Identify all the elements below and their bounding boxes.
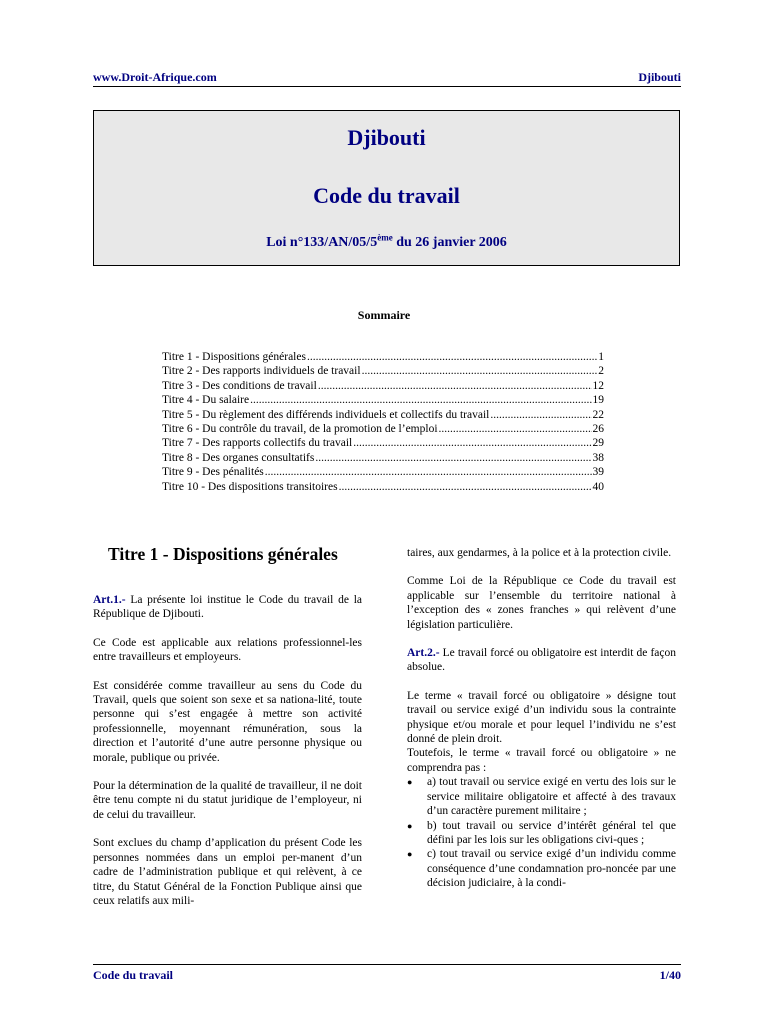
law-number: Loi n°133/AN/05/5 bbox=[266, 235, 378, 250]
table-of-contents bbox=[162, 350, 604, 494]
toc-item[interactable] bbox=[162, 436, 604, 450]
toc-leader bbox=[490, 408, 591, 422]
law-reference bbox=[94, 232, 679, 251]
article-text: Le travail forcé ou obligatoire est interdit de façon absolue. bbox=[407, 647, 676, 674]
toc-item-label: Titre 8 - Des organes consultatifs bbox=[162, 451, 315, 464]
toc-item-page: 1 bbox=[598, 351, 604, 363]
toc-item-label: Titre 2 - Des rapports individuels de travail bbox=[162, 365, 361, 378]
bullet-text: a) tout travail ou service exigé en vertu des lois sur le service militaire obligatoire et affecté à des travaux d’un caractère purement militaire ; bbox=[427, 776, 676, 818]
page-number: 1/40 bbox=[659, 968, 681, 982]
toc-item-page: 26 bbox=[592, 423, 604, 436]
toc-leader bbox=[439, 422, 592, 436]
paragraph: Sont exclues du champ d’application du présent Code les personnes nommées dans un emploi per-manent d’un cadre de l’administration publique et qui relèvent, à ce titre, du Statut Général de la Fonction Publique ainsi que ceux relatifs aux mili- bbox=[93, 837, 362, 907]
toc-leader bbox=[307, 350, 597, 364]
toc-item[interactable] bbox=[162, 393, 604, 407]
bullet-item bbox=[407, 847, 676, 890]
toc-leader bbox=[315, 451, 591, 465]
toc-item-label: Titre 3 - Des conditions de travail bbox=[162, 379, 317, 392]
toc-leader bbox=[362, 364, 598, 378]
toc-item[interactable] bbox=[162, 379, 604, 393]
toc-item[interactable] bbox=[162, 480, 604, 494]
toc-item-page: 22 bbox=[592, 408, 604, 421]
document-country: Djibouti bbox=[347, 125, 426, 150]
bullet-text: c) tout travail ou service exigé d’un individu comme conséquence d’une condamnation pro-noncée par une décision judiciaire, à la condi- bbox=[427, 848, 676, 890]
bullet-icon: ● bbox=[407, 777, 413, 788]
page-header bbox=[93, 70, 681, 87]
bullet-item bbox=[407, 819, 676, 848]
bullet-text: b) tout travail ou service d’intérêt général tel que défini par les lois sur les obligations civi-ques ; bbox=[427, 819, 676, 846]
toc-item-page: 40 bbox=[592, 480, 604, 493]
toc-leader bbox=[265, 465, 592, 479]
toc-item-label: Titre 4 - Du salaire bbox=[162, 394, 250, 407]
paragraph: Toutefois, le terme « travail forcé ou obligatoire » ne comprendra pas : bbox=[407, 747, 676, 774]
toc-item-page: 39 bbox=[592, 466, 604, 479]
toc-item-page: 12 bbox=[592, 379, 604, 392]
section-heading: Titre 1 - Dispositions générales bbox=[108, 544, 338, 564]
law-superscript: ème bbox=[377, 232, 393, 243]
toc-leader bbox=[318, 379, 592, 393]
paragraph: Le terme « travail forcé ou obligatoire » désigne tout travail ou service exigé d’un individu sous la contrainte physique et/ou morale et pour lequel l’individu ne s’est donné de plein droit. bbox=[407, 689, 676, 746]
toc-item-label: Titre 10 - Des dispositions transitoires bbox=[162, 480, 338, 493]
sommaire-heading: Sommaire bbox=[357, 308, 411, 322]
right-column bbox=[407, 546, 676, 891]
toc-item[interactable] bbox=[162, 451, 604, 465]
toc-item-label: Titre 6 - Du contrôle du travail, de la promotion de l’emploi bbox=[162, 423, 438, 436]
paragraph: Comme Loi de la République ce Code du travail est applicable sur l’ensemble du territoire national à l’exception des « zones franches » qui relèvent d’une législation particulière. bbox=[407, 575, 676, 631]
toc-item-page: 2 bbox=[598, 365, 604, 378]
paragraph: Est considérée comme travailleur au sens du Code du Travail, quels que soient son sexe et sa nationa-lité, toute personne qui s’est engagée à mettre son activité professionnelle, moyennant rémunération, sous la direction et l’autorité d’une autre personne physique ou morale, publique ou privée. bbox=[93, 679, 362, 764]
article-label: Art.1.- bbox=[93, 594, 126, 606]
left-column bbox=[93, 593, 362, 922]
bullet-item bbox=[407, 775, 676, 818]
toc-item-page: 29 bbox=[592, 437, 604, 450]
toc-leader bbox=[353, 436, 591, 450]
toc-item-label: Titre 9 - Des pénalités bbox=[162, 466, 264, 479]
toc-item-label: Titre 1 - Dispositions générales bbox=[162, 351, 306, 363]
toc-item-page: 19 bbox=[592, 394, 604, 407]
toc-item[interactable] bbox=[162, 350, 604, 364]
document-title: Code du travail bbox=[313, 183, 460, 208]
header-country: Djibouti bbox=[638, 70, 681, 84]
paragraph: Ce Code est applicable aux relations professionnel-les entre travailleurs et employeurs. bbox=[93, 636, 362, 664]
paragraph: Pour la détermination de la qualité de travailleur, il ne doit être tenu compte ni du statut juridique de l’employeur, ni de celui du travailleur. bbox=[93, 780, 362, 821]
page-footer bbox=[93, 964, 681, 984]
toc-item[interactable] bbox=[162, 408, 604, 422]
toc-item[interactable] bbox=[162, 364, 604, 378]
article-text: La présente loi institue le Code du travail de la République de Djibouti. bbox=[93, 594, 362, 621]
bullet-icon: ● bbox=[407, 849, 413, 860]
header-website: www.Droit-Afrique.com bbox=[93, 70, 217, 84]
article-label: Art.2.- bbox=[407, 647, 440, 660]
title-box bbox=[93, 110, 680, 266]
toc-item-label: Titre 5 - Du règlement des différends individuels et collectifs du travail bbox=[162, 408, 490, 421]
toc-leader bbox=[339, 480, 592, 494]
bullet-icon: ● bbox=[407, 820, 413, 831]
footer-title: Code du travail bbox=[93, 968, 174, 982]
toc-item-label: Titre 7 - Des rapports collectifs du travail bbox=[162, 437, 353, 450]
paragraph: taires, aux gendarmes, à la police et à la protection civile. bbox=[407, 547, 672, 559]
article-1 bbox=[93, 593, 362, 622]
toc-item[interactable] bbox=[162, 422, 604, 436]
toc-item[interactable] bbox=[162, 465, 604, 479]
toc-item-page: 38 bbox=[592, 451, 604, 464]
toc-leader bbox=[250, 393, 591, 407]
article-2 bbox=[407, 646, 676, 675]
law-date: du 26 janvier 2006 bbox=[392, 235, 507, 250]
